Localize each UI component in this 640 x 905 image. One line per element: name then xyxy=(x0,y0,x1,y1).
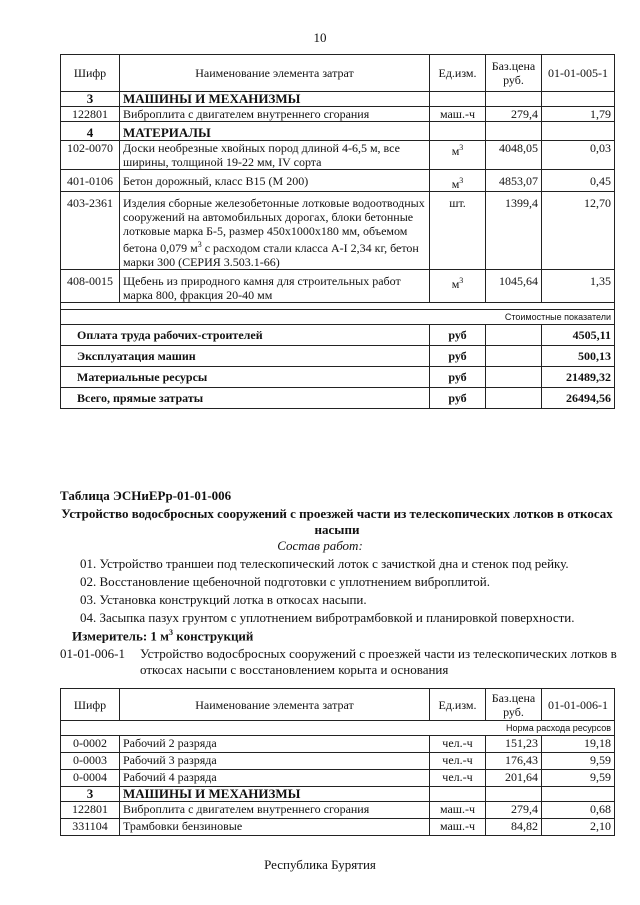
cost-indicators-row xyxy=(61,310,615,325)
table-header-row xyxy=(61,55,615,92)
row-code: 122801 xyxy=(61,802,120,819)
table-row xyxy=(61,770,615,787)
row-value: 1,35 xyxy=(542,270,615,303)
total-label: Оплата труда рабочих-строителей xyxy=(61,325,430,346)
total-value: 500,13 xyxy=(542,346,615,367)
section-heading: Устройство водосбросных сооружений с проезжей части из телескопических лотков в откосах насыпи xyxy=(61,506,613,537)
work-item: 04. Засыпка пазух грунтом с уплотнением вибротрамбовкой и планировкой поверхности. xyxy=(80,610,575,625)
section-row-machines xyxy=(61,787,615,802)
row-value: 19,18 xyxy=(542,736,615,753)
total-unit: руб xyxy=(430,325,486,346)
row-value: 9,59 xyxy=(542,753,615,770)
work-item: 01. Устройство траншеи под телескопический лоток с зачисткой дна и стенок под рейку. xyxy=(80,556,569,571)
row-code: 102-0070 xyxy=(61,141,120,170)
row-unit: чел.-ч xyxy=(430,770,486,787)
row-value: 0,68 xyxy=(542,802,615,819)
row-price: 151,23 xyxy=(486,736,542,753)
row-name: Рабочий 4 разряда xyxy=(120,770,430,787)
table-row xyxy=(61,170,615,192)
row-value: 9,59 xyxy=(542,770,615,787)
row-value: 2,10 xyxy=(542,819,615,836)
table-header-row xyxy=(61,689,615,721)
header-price: Баз.цена руб. xyxy=(486,55,542,92)
cost-indicators-label: Стоимостные показатели xyxy=(61,310,615,325)
measure-unit: Измеритель: 1 $м^3$ конструкций xyxy=(72,628,254,644)
total-row xyxy=(61,388,615,409)
row-price: 176,43 xyxy=(486,753,542,770)
row-price: 4048,05 xyxy=(486,141,542,170)
section-row-machines xyxy=(61,92,615,107)
header-name: Наименование элемента затрат xyxy=(120,689,430,721)
row-name: Виброплита с двигателем внутреннего сгорания xyxy=(120,107,430,122)
resource-table-005 xyxy=(60,54,615,409)
row-price: 1045,64 xyxy=(486,270,542,303)
row-unit: маш.-ч xyxy=(430,819,486,836)
row-price: 4853,07 xyxy=(486,170,542,192)
table-row xyxy=(61,270,615,303)
header-code: Шифр xyxy=(61,55,120,92)
row-unit: $м^3$ xyxy=(430,141,486,170)
table-row xyxy=(61,802,615,819)
norm-code: 01-01-006-1 xyxy=(60,646,125,661)
work-item: 02. Восстановление щебеночной подготовки с уплотнением виброплитой. xyxy=(80,574,490,589)
row-unit: маш.-ч xyxy=(430,802,486,819)
row-name: Рабочий 3 разряда xyxy=(120,753,430,770)
header-norm: 01-01-005-1 xyxy=(542,55,615,92)
total-unit: руб xyxy=(430,346,486,367)
resource-table-006 xyxy=(60,688,615,836)
table-row xyxy=(61,753,615,770)
work-item: 03. Установка конструкций лотка в откосах насыпи. xyxy=(80,592,367,607)
row-value: 0,45 xyxy=(542,170,615,192)
row-code: 0-0002 xyxy=(61,736,120,753)
header-code: Шифр xyxy=(61,689,120,721)
row-name: Изделия сборные железобетонные лотковые водоотводных сооружений на автомобильных дорогах, блоки бетонные лотковые марка Б-5, размер 450х1000х180 мм, объемом бетона 0,079 $м^3$ с расходом стали класса А-I 2,34 кг, бетон марки 300 (СЕРИЯ 3.503.1-66) xyxy=(120,192,430,270)
norm-label: Норма расхода ресурсов xyxy=(61,721,615,736)
norm-description: Устройство водосбросных сооружений с проезжей части из телескопических лотков в откосах насыпи с восстановлением корыта и основания xyxy=(140,646,617,677)
total-label: Эксплуатация машин xyxy=(61,346,430,367)
row-value: 0,03 xyxy=(542,141,615,170)
row-unit: чел.-ч xyxy=(430,753,486,770)
total-unit: руб xyxy=(430,388,486,409)
table-row xyxy=(61,141,615,170)
page-footer: Республика Бурятия xyxy=(264,857,376,872)
row-code: 0-0004 xyxy=(61,770,120,787)
section-number: 3 xyxy=(61,787,120,802)
composition-label: Состав работ: xyxy=(277,538,363,553)
total-row xyxy=(61,325,615,346)
section-title: МАТЕРИАЛЫ xyxy=(120,122,430,141)
row-code: 0-0003 xyxy=(61,753,120,770)
row-name: Бетон дорожный, класс В15 (М 200) xyxy=(120,170,430,192)
header-price: Баз.цена руб. xyxy=(486,689,542,721)
row-unit: $м^3$ xyxy=(430,170,486,192)
row-unit: маш.-ч xyxy=(430,107,486,122)
row-name: Доски необрезные хвойных пород длиной 4-6,5 м, все ширины, толщиной 19-22 мм, IV сорта xyxy=(120,141,430,170)
row-price: 201,64 xyxy=(486,770,542,787)
row-price: 84,82 xyxy=(486,819,542,836)
total-value: 4505,11 xyxy=(542,325,615,346)
spacer-row xyxy=(61,303,615,310)
table-row xyxy=(61,192,615,270)
header-unit: Ед.изм. xyxy=(430,55,486,92)
total-row xyxy=(61,367,615,388)
row-code: 401-0106 xyxy=(61,170,120,192)
header-unit: Ед.изм. xyxy=(430,689,486,721)
row-unit: $м^3$ xyxy=(430,270,486,303)
table-row xyxy=(61,819,615,836)
section-number: 4 xyxy=(61,122,120,141)
row-code: 331104 xyxy=(61,819,120,836)
total-label: Всего, прямые затраты xyxy=(61,388,430,409)
total-row xyxy=(61,346,615,367)
row-price: 279,4 xyxy=(486,107,542,122)
table-title: Таблица ЭСНиЕРр-01-01-006 xyxy=(60,488,232,503)
row-value: 1,79 xyxy=(542,107,615,122)
row-name: Щебень из природного камня для строительных работ марка 800, фракция 20-40 мм xyxy=(120,270,430,303)
header-norm: 01-01-006-1 xyxy=(542,689,615,721)
row-unit: чел.-ч xyxy=(430,736,486,753)
section-row-materials xyxy=(61,122,615,141)
table-row xyxy=(61,107,615,122)
section-title: МАШИНЫ И МЕХАНИЗМЫ xyxy=(120,787,430,802)
row-name: Рабочий 2 разряда xyxy=(120,736,430,753)
row-code: 403-2361 xyxy=(61,192,120,270)
total-value: 26494,56 xyxy=(542,388,615,409)
row-code: 408-0015 xyxy=(61,270,120,303)
row-price: 279,4 xyxy=(486,802,542,819)
norm-label-row xyxy=(61,721,615,736)
row-unit: шт. xyxy=(430,192,486,270)
section-title: МАШИНЫ И МЕХАНИЗМЫ xyxy=(120,92,430,107)
row-price: 1399,4 xyxy=(486,192,542,270)
table-row xyxy=(61,736,615,753)
row-code: 122801 xyxy=(61,107,120,122)
total-label: Материальные ресурсы xyxy=(61,367,430,388)
total-value: 21489,32 xyxy=(542,367,615,388)
row-name: Трамбовки бензиновые xyxy=(120,819,430,836)
total-unit: руб xyxy=(430,367,486,388)
row-value: 12,70 xyxy=(542,192,615,270)
section-number: 3 xyxy=(61,92,120,107)
header-name: Наименование элемента затрат xyxy=(120,55,430,92)
page-number: 10 xyxy=(313,30,327,45)
row-name: Виброплита с двигателем внутреннего сгорания xyxy=(120,802,430,819)
